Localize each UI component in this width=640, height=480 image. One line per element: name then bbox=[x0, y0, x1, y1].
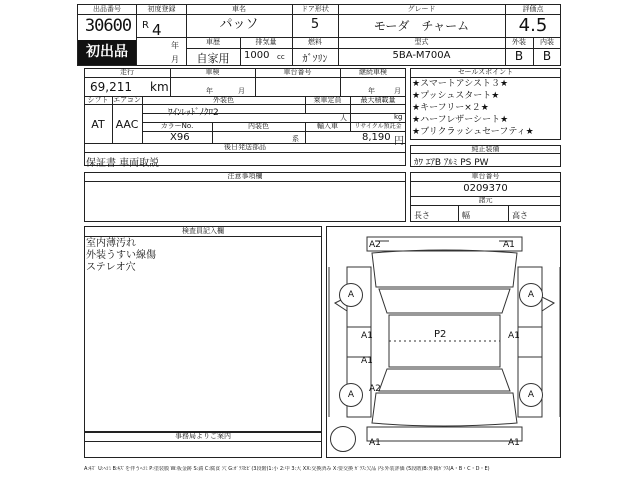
import-label: 輸入車 bbox=[317, 122, 338, 130]
lot-label: 出品番号 bbox=[93, 5, 121, 13]
exterior-label: 外装 bbox=[512, 38, 526, 46]
car-name: パッソ bbox=[219, 17, 259, 32]
load-unit: kg bbox=[394, 113, 403, 121]
extras: 保証書 車両取説 bbox=[86, 158, 160, 169]
office-label: 事務局よりご案内 bbox=[175, 432, 231, 440]
color-no-label: カラーNo. bbox=[160, 122, 194, 130]
mileage-unit: km bbox=[150, 80, 169, 94]
selling-point-4: ★ハーフレザーシート★ bbox=[412, 115, 509, 125]
interior-grade: B bbox=[542, 49, 552, 63]
color: ﾜｲﾝﾚｯﾄﾞﾉｸﾛ2 bbox=[168, 108, 219, 118]
inspection-year-unit: 年 bbox=[206, 87, 213, 95]
shift: AT bbox=[91, 118, 105, 131]
lot-number: 30600 bbox=[84, 16, 132, 36]
length-label: 長さ bbox=[414, 211, 430, 220]
chassis-number: 0209370 bbox=[463, 183, 508, 194]
first-reg-label: 初度登録 bbox=[147, 5, 176, 13]
grade: モーダ チャーム bbox=[373, 19, 470, 33]
displacement-unit: cc bbox=[277, 53, 285, 61]
selling-points-label: セールスポイント bbox=[457, 68, 514, 76]
damage-front-left-top: A2 bbox=[369, 240, 381, 250]
door-count: 5 bbox=[310, 17, 320, 32]
color-no: X96 bbox=[170, 132, 190, 143]
year-unit: 年 bbox=[171, 41, 179, 50]
damage-rear-left: A2 bbox=[369, 384, 381, 394]
first-listing-label: 初出品 bbox=[86, 44, 128, 60]
damage-front-right-top: A1 bbox=[503, 240, 515, 250]
capacity-unit: 人 bbox=[340, 114, 347, 122]
recycle-label: リサイクル預託金 bbox=[354, 123, 402, 130]
reinspection-year-unit: 年 bbox=[368, 87, 375, 95]
rear-left-wheel-mark: A bbox=[339, 383, 363, 407]
car-name-label: 車名 bbox=[232, 5, 246, 13]
interior-label: 内装 bbox=[540, 38, 554, 46]
color-label: 外装色 bbox=[213, 96, 234, 104]
mileage: 69,211 bbox=[90, 80, 132, 94]
shift-label: シフト bbox=[87, 96, 109, 104]
score: 4.5 bbox=[518, 15, 548, 36]
recycle-fee: 8,190 bbox=[362, 132, 391, 143]
selling-point-1: ★スマートアシスト３★ bbox=[412, 79, 509, 89]
fuel: ｶﾞｿﾘﾝ bbox=[302, 54, 328, 65]
inspector-note-2: 外装うすい線傷 bbox=[86, 250, 156, 261]
aircon: AAC bbox=[115, 118, 139, 131]
displacement: 1000 bbox=[244, 50, 270, 61]
extras-label: 後日発送部品 bbox=[224, 143, 266, 151]
damage-rear-bottom-left: A1 bbox=[369, 438, 381, 448]
width-label: 幅 bbox=[462, 211, 470, 220]
chassis-label-left: 車台番号 bbox=[283, 68, 312, 76]
selling-point-2: ★プッシュスタート★ bbox=[412, 91, 500, 101]
reinspection-month-unit: 月 bbox=[394, 87, 401, 95]
inspection-label: 車検 bbox=[205, 68, 220, 76]
damage-legend: A:ｷｽﾞ U:ﾍｺﾐ B:ｷｽﾞを伴うﾍｺﾐ P:塗装膜 W:板金跡 S:錆 C:腐食 穴 G:ｶﾞﾗｽﾋﾋﾞ(3段階)1:小 2:中 3:大 XX:交換済み X:要交換 ｶﾞﾗｽ:欠品 内:外装評価 (5段階)B:外観ｶﾞﾗｽ(A・B・C・D・E) bbox=[84, 466, 490, 472]
capacity-label: 乗車定員 bbox=[313, 96, 342, 104]
month-unit: 月 bbox=[171, 55, 179, 64]
front-right-wheel-mark: A bbox=[519, 283, 543, 307]
aircon-label: エアコン bbox=[113, 96, 141, 104]
usage: 自家用 bbox=[196, 52, 230, 65]
first-reg-year: 4 bbox=[152, 21, 162, 39]
exterior-grade: B bbox=[514, 49, 524, 63]
notes-label: 注意事項欄 bbox=[227, 172, 263, 180]
interior-color-unit: 系 bbox=[292, 135, 299, 143]
damage-bumper-left: A1 bbox=[361, 356, 373, 366]
damage-roof: P2 bbox=[434, 329, 447, 340]
era: R bbox=[142, 20, 149, 31]
selling-point-5: ★ブリクラッシュセーフティ★ bbox=[412, 127, 534, 137]
mileage-label: 走行 bbox=[120, 68, 134, 76]
model-code: 5BA-M700A bbox=[392, 50, 451, 61]
grade-label: グレード bbox=[407, 5, 436, 13]
reinspection-label: 継続車検 bbox=[359, 68, 387, 76]
spare-wheel-icon bbox=[330, 426, 356, 452]
score-label: 評価点 bbox=[522, 5, 544, 13]
load-label: 最大積載量 bbox=[360, 96, 396, 104]
fuel-label: 燃料 bbox=[308, 38, 322, 46]
interior-color-label: 内装色 bbox=[248, 122, 269, 130]
displacement-label: 排気量 bbox=[255, 38, 277, 46]
front-left-wheel-mark: A bbox=[339, 283, 363, 307]
damage-right-door: A1 bbox=[508, 331, 520, 341]
inspector-note-1: 室内薄汚れ bbox=[86, 238, 136, 249]
rear-right-wheel-mark: A bbox=[519, 383, 543, 407]
selling-point-3: ★キーフリー×２★ bbox=[412, 103, 489, 113]
inspection-month-unit: 月 bbox=[238, 87, 245, 95]
damage-rear-bottom-right: A1 bbox=[508, 438, 520, 448]
equipment-label: 純正装備 bbox=[471, 145, 500, 153]
recycle-unit: 円 bbox=[394, 136, 404, 147]
door-label: ドア形状 bbox=[301, 5, 329, 13]
height-label: 高さ bbox=[512, 211, 528, 220]
dims-label: 諸元 bbox=[478, 196, 493, 204]
car-outline bbox=[327, 227, 561, 458]
inspector-note-3: ステレオ穴 bbox=[86, 262, 136, 273]
damage-left-door: A1 bbox=[361, 331, 373, 341]
inspector-label: 検査員記入欄 bbox=[182, 227, 224, 235]
car-diagram bbox=[326, 226, 561, 458]
usage-label: 車歴 bbox=[206, 38, 220, 46]
model-label: 型式 bbox=[414, 38, 429, 46]
equipment-items: ｶﾜ ｴｱB ｱﾙﾐ PS PW bbox=[414, 158, 489, 168]
chassis-label: 車台番号 bbox=[471, 172, 500, 180]
